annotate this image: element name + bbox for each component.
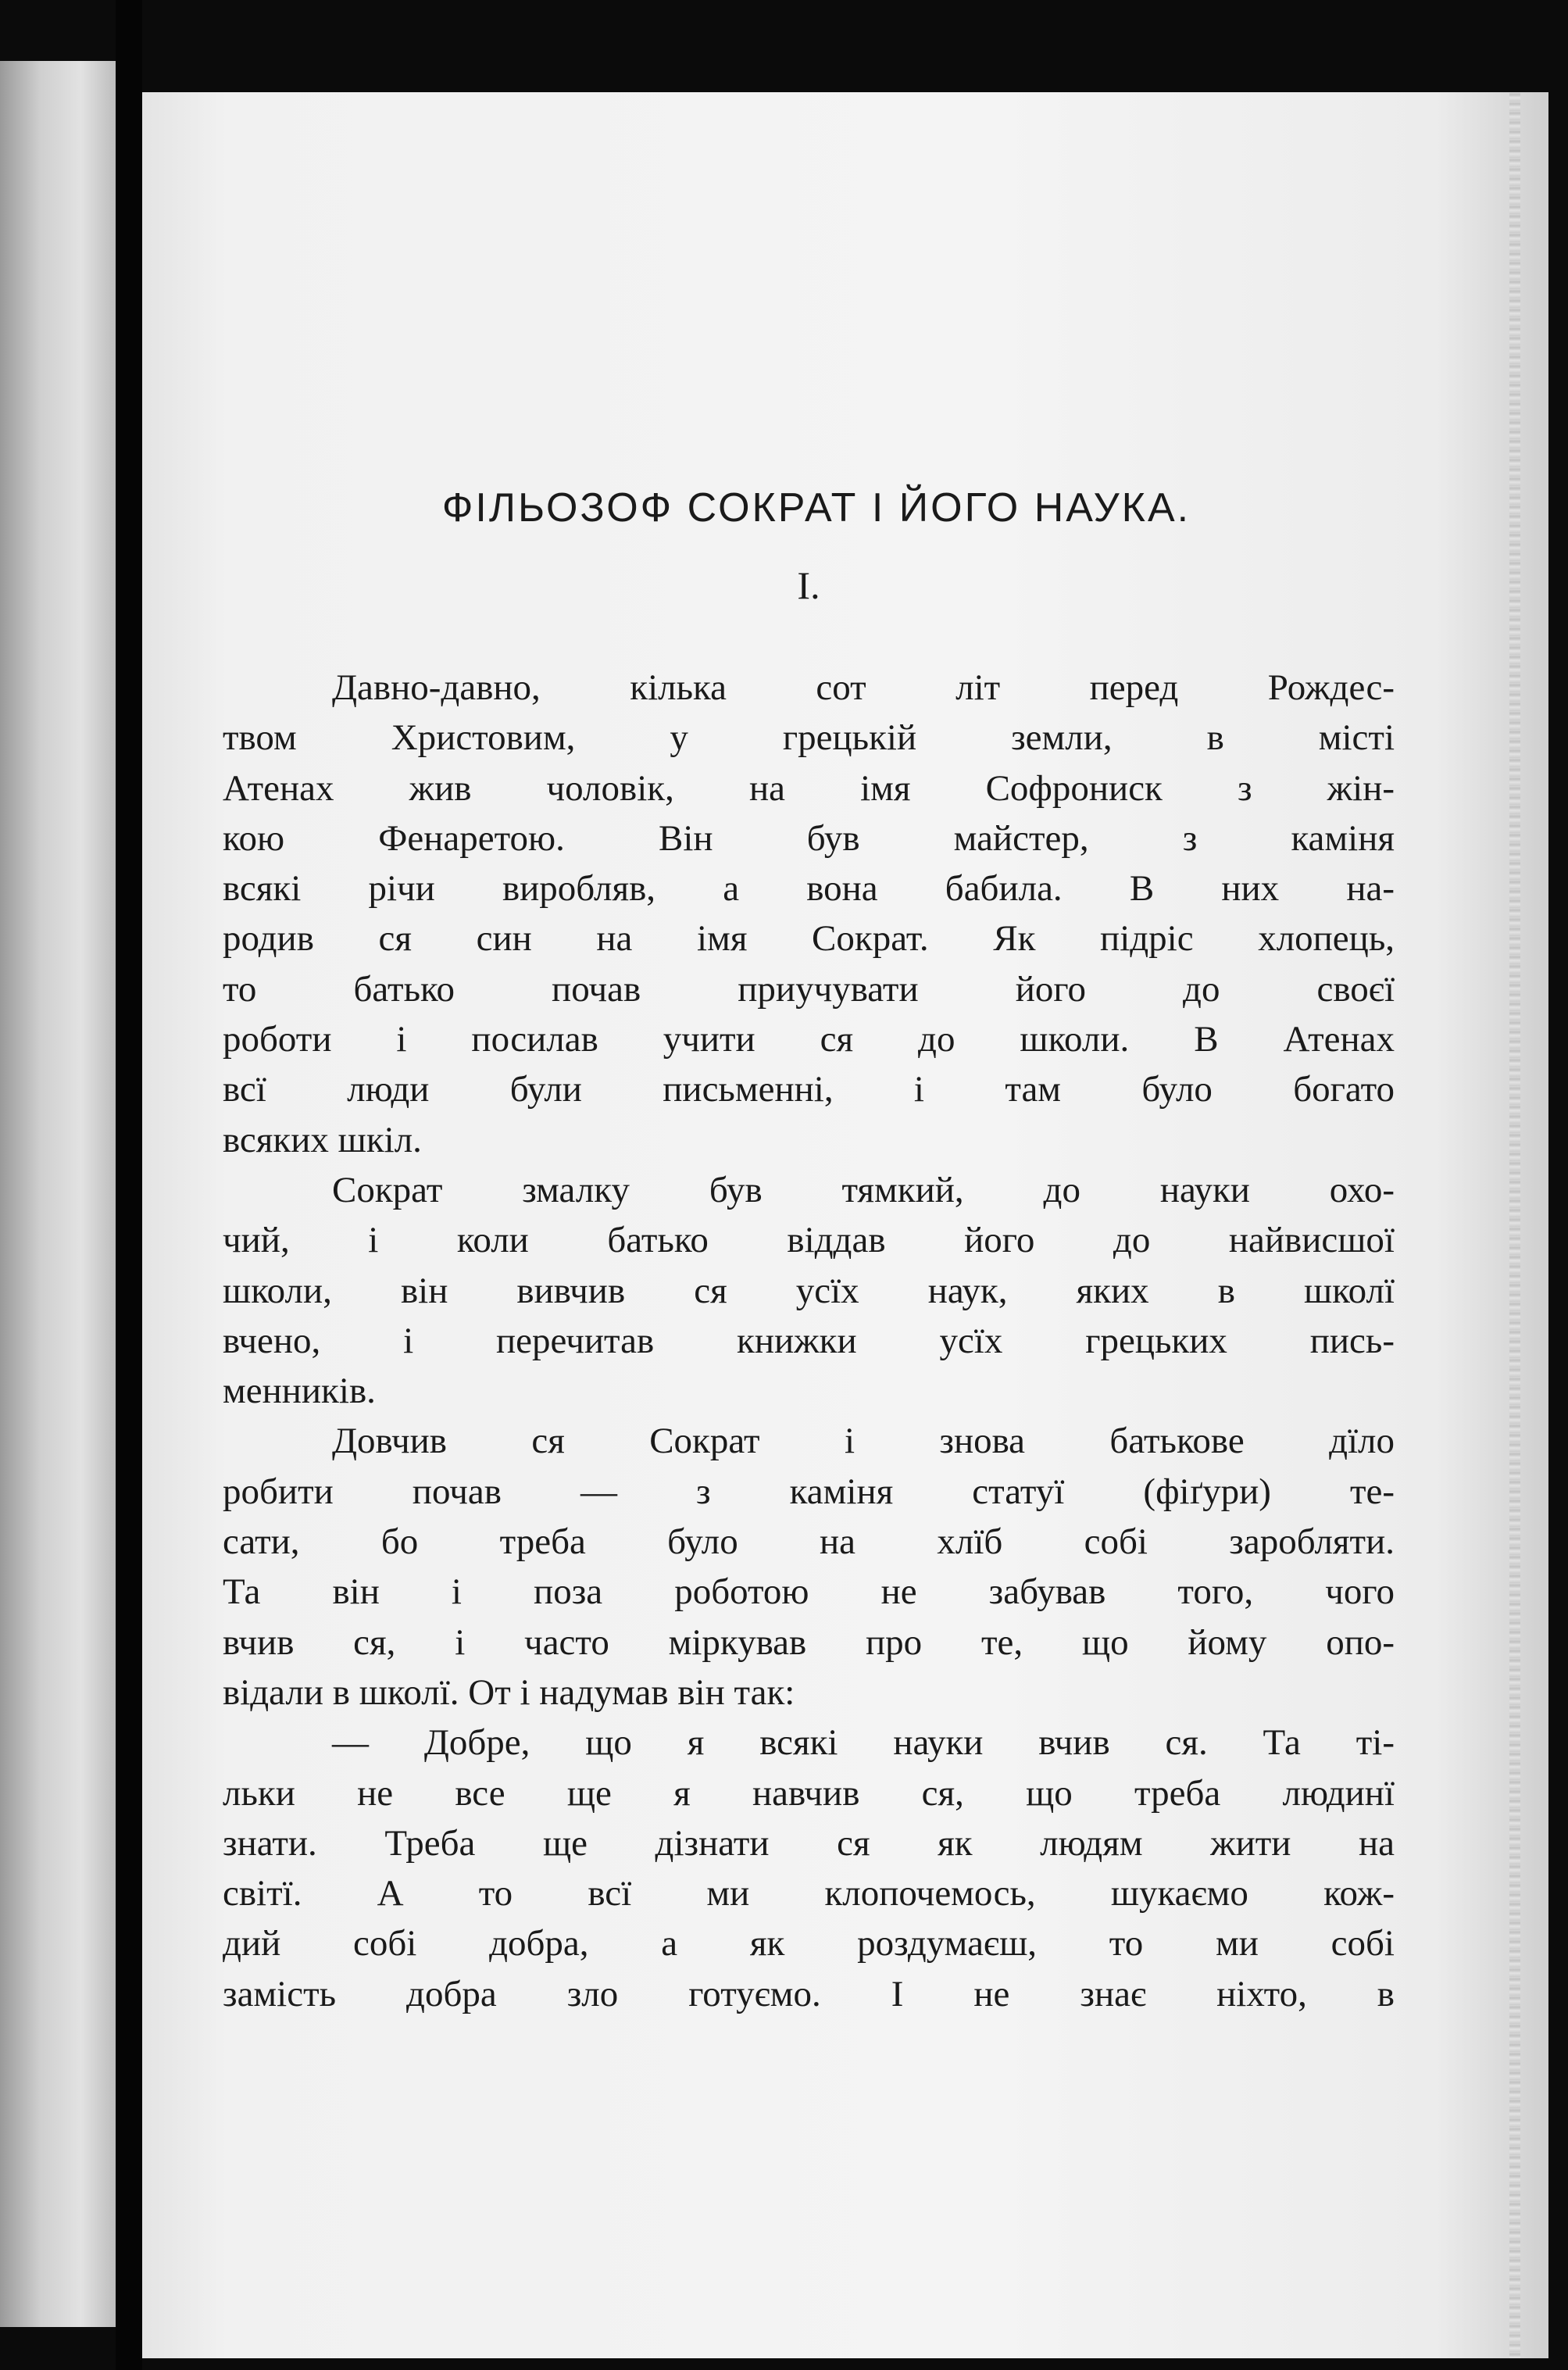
text-line: льки не все ще я навчив ся, що треба людинї [223,1772,1395,1814]
text-line: чий, і коли батько віддав його до найвисшої [223,1220,1395,1261]
book-gutter [116,0,142,2370]
text-line: вчено, і перечитав книжки усїх грецьких пись- [223,1320,1395,1361]
text-line: — Добре, що я всякі науки вчив ся. Та ті- [332,1722,1395,1764]
page-text [223,484,1395,2019]
section-number: I. [797,563,820,607]
text-line: робити почав — з каміня статуї (фіґури) те- [223,1471,1395,1512]
text-line: Атенах жив чоловік, на імя Софрониск з жін- [223,767,1395,809]
text-line: відали в школї. От і надумав він так: [223,1671,795,1713]
text-line: твом Христовим, у грецькій земли, в місті [223,717,1395,759]
text-line: знати. Треба ще дізнати ся як людям жити на [223,1822,1395,1864]
text-line: замість добра зло готуємо. І не знає ніхто, в [223,1973,1395,2014]
text-line: дий собі добра, а як роздумаєш, то ми собі [223,1923,1395,1964]
text-line: сати, бо треба було на хлїб собі заробляти. [223,1521,1395,1563]
text-line: то батько почав приучувати його до своєї [223,968,1395,1010]
text-line: всяких шкіл. [223,1119,422,1160]
paragraph [223,1416,1395,1718]
text-line: роботи і посилав учити ся до школи. В Атенах [223,1019,1395,1060]
text-line: Довчив ся Сократ і знова батькове дїло [332,1421,1395,1462]
text-line: кою Фенаретою. Він був майстер, з каміня [223,817,1395,859]
text-line: всї люди були письменні, і там було богато [223,1069,1395,1110]
text-line: всякі річи виробляв, а вона бабила. В них на- [223,868,1395,910]
text-line: менників. [223,1371,376,1412]
paragraph [223,1165,1395,1416]
text-line: Та він і поза роботою не забував того, чого [223,1571,1395,1613]
chapter-title: ФІЛЬОЗОФ СОКРАТ І ЙОГО НАУКА. [441,485,1191,531]
paragraph [223,1718,1395,2019]
text-line: Давно-давно, кілька сот літ перед Рождес- [332,667,1395,708]
text-line: родив ся син на імя Сократ. Як підріс хлопець, [223,918,1395,960]
text-line: вчив ся, і часто міркував про те, що йому опо- [223,1621,1395,1663]
text-line: Сократ змалку був тямкий, до науки охо- [332,1169,1395,1210]
text-line: світї. А то всї ми клопочемось, шукаємо кож- [223,1873,1395,1914]
page-edge-shadow [1509,92,1520,2358]
previous-page-edge [0,61,116,2327]
paragraph [223,663,1395,1165]
text-line: школи, він вивчив ся усїх наук, яких в школї [223,1270,1395,1311]
